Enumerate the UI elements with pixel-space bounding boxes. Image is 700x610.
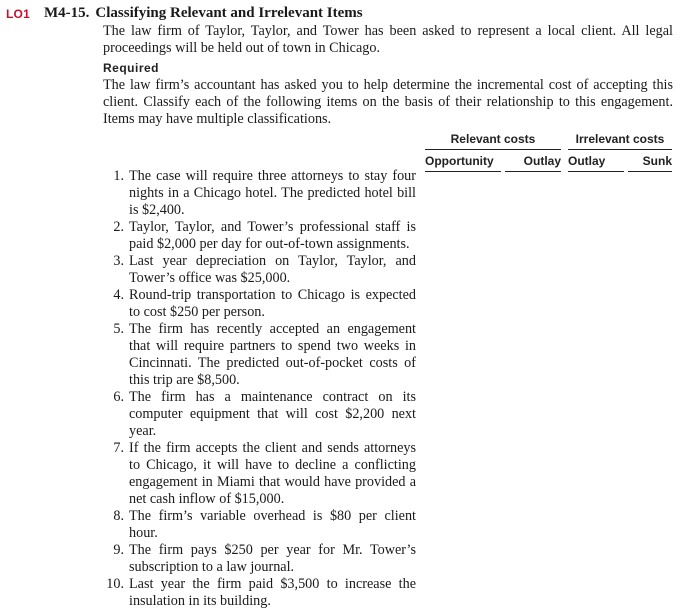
column-irrelevant-outlay: Outlay xyxy=(568,154,624,172)
item-number: 3. xyxy=(113,253,124,269)
item-text: The firm pays $250 per year for Mr. Tower’s subscription to a law journal. xyxy=(129,542,416,575)
item-number: 8. xyxy=(113,508,124,524)
learning-objective-badge: LO1 xyxy=(6,7,30,21)
item-number: 5. xyxy=(113,321,124,337)
item-text: The firm has a maintenance contract on its computer equipment that will cost $2,200 next year. xyxy=(129,389,416,439)
item-number: 10. xyxy=(106,576,124,592)
problem-number: M4-15. xyxy=(44,5,90,21)
problem-title xyxy=(44,5,363,22)
list-item xyxy=(106,576,416,610)
list-item xyxy=(106,287,416,321)
column-relevant-outlay: Outlay xyxy=(505,154,561,172)
irrelevant-costs-header: Irrelevant costs xyxy=(568,132,672,150)
item-number: 6. xyxy=(113,389,124,405)
item-text: The case will require three attorneys to stay four nights in a Chicago hotel. The predicted hotel bill is $2,400. xyxy=(129,168,416,218)
column-opportunity: Opportunity xyxy=(425,154,501,172)
item-text: Taylor, Taylor, and Tower’s professional staff is paid $2,000 per day for out-of-town assignments. xyxy=(129,219,416,252)
problem-intro: The law firm of Taylor, Taylor, and Tower has been asked to represent a local client. All legal proceedings will be held out of town in Chicago. xyxy=(103,23,673,56)
list-item xyxy=(106,168,416,219)
list-item xyxy=(106,542,416,576)
item-number: 7. xyxy=(113,440,124,456)
problem-title-text: Classifying Relevant and Irrelevant Items xyxy=(95,5,363,21)
item-text: Last year depreciation on Taylor, Taylor, and Tower’s office was $25,000. xyxy=(129,253,416,286)
item-number: 1. xyxy=(113,168,124,184)
list-item xyxy=(106,253,416,287)
items-list xyxy=(106,168,416,610)
list-item xyxy=(106,321,416,389)
list-item xyxy=(106,219,416,253)
item-number: 4. xyxy=(113,287,124,303)
item-text: Last year the firm paid $3,500 to increase the insulation in its building. xyxy=(129,576,416,609)
list-item xyxy=(106,508,416,542)
required-heading: Required xyxy=(103,61,160,75)
item-text: Round-trip transportation to Chicago is expected to cost $250 per person. xyxy=(129,287,416,320)
item-text: The firm’s variable overhead is $80 per client hour. xyxy=(129,508,416,541)
item-number: 9. xyxy=(113,542,124,558)
item-text: If the firm accepts the client and sends attorneys to Chicago, it will have to decline a conflicting engagement in Miami that would have provided a net cash inflow of $15,000. xyxy=(129,440,416,507)
required-text: The law firm’s accountant has asked you to help determine the incremental cost of accepting this client. Classify each of the following items on the basis of their relationship to this engagement. Items may have multiple classifications. xyxy=(103,77,673,127)
item-number: 2. xyxy=(113,219,124,235)
list-item xyxy=(106,440,416,508)
list-item xyxy=(106,389,416,440)
relevant-costs-header: Relevant costs xyxy=(425,132,561,150)
column-sunk: Sunk xyxy=(628,154,672,172)
item-text: The firm has recently accepted an engagement that will require partners to spend two weeks in Cincinnati. The predicted out-of-pocket costs of this trip are $8,500. xyxy=(129,321,416,388)
